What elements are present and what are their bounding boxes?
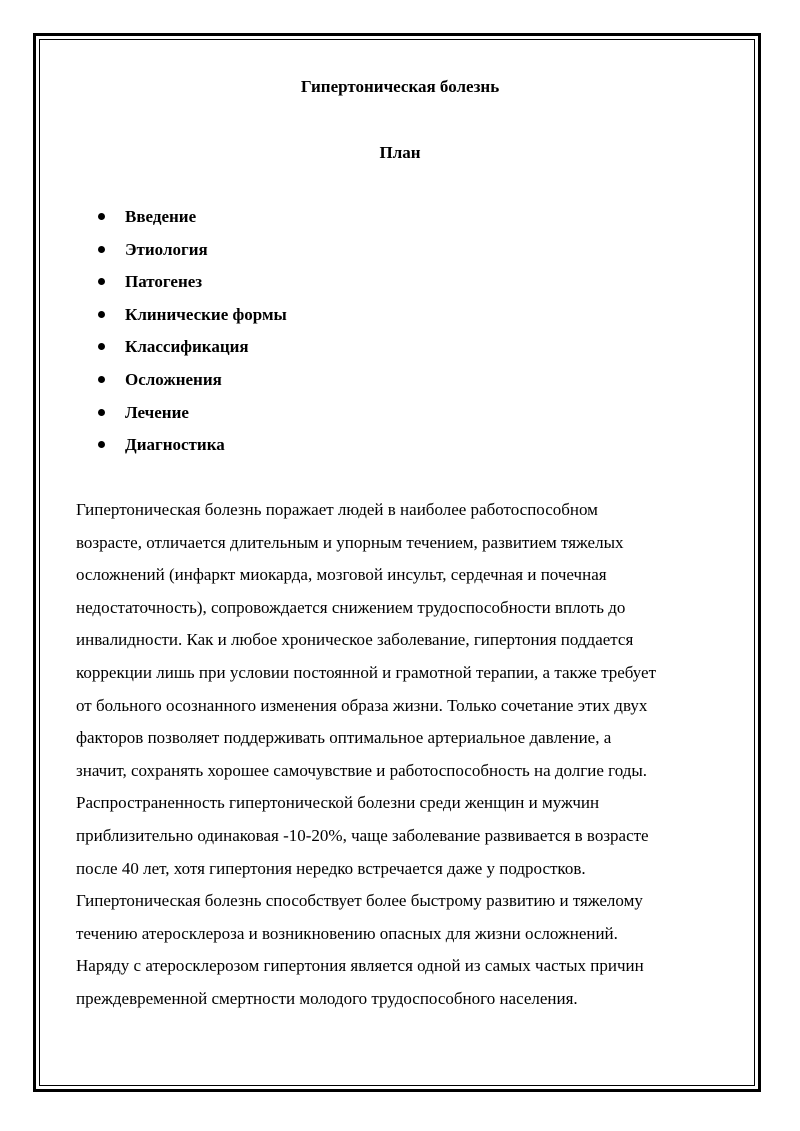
plan-item-label: Классификация — [125, 337, 249, 357]
plan-item-label: Осложнения — [125, 369, 222, 389]
bullet-icon — [98, 441, 105, 448]
bullet-icon — [98, 409, 105, 416]
paragraph-line: возрасте, отличается длительным и упорным течением, развитием тяжелых — [76, 532, 624, 552]
paragraph-line: преждевременной смертности молодого трудоспособного населения. — [76, 988, 578, 1008]
bullet-icon — [98, 343, 105, 350]
plan-item — [97, 334, 287, 367]
paragraph-line: недостаточность), сопровождается снижением трудоспособности вплоть до — [76, 597, 626, 617]
plan-item-label: Лечение — [125, 402, 189, 422]
plan-item — [97, 400, 287, 433]
bullet-icon — [98, 246, 105, 253]
plan-item — [97, 269, 287, 302]
plan-item — [97, 432, 287, 465]
paragraph-line: приблизительно одинаковая -10-20%, чаще заболевание развивается в возрасте — [76, 825, 649, 845]
bullet-icon — [98, 311, 105, 318]
plan-item-label: Клинические формы — [125, 304, 287, 324]
paragraph-line: Гипертоническая болезнь поражает людей в наиболее работоспособном — [76, 500, 598, 519]
body-paragraph — [76, 494, 736, 1016]
plan-item-label: Диагностика — [125, 435, 225, 455]
paragraph-line: коррекции лишь при условии постоянной и грамотной терапии, а также требует — [76, 662, 657, 682]
plan-item-label: Патогенез — [125, 272, 203, 292]
plan-item — [97, 204, 287, 237]
plan-heading: План — [379, 143, 421, 162]
document-title: Гипертоническая болезнь — [300, 77, 500, 96]
bullet-icon — [98, 278, 105, 285]
bullet-icon — [98, 213, 105, 220]
bullet-icon — [98, 376, 105, 383]
paragraph-line: от больного осознанного изменения образа жизни. Только сочетание этих двух — [76, 695, 648, 715]
paragraph-line: после 40 лет, хотя гипертония нередко встречается даже у подростков. — [76, 858, 586, 878]
paragraph-line: течению атеросклероза и возникновению опасных для жизни осложнений. — [76, 923, 618, 943]
paragraph-line: инвалидности. Как и любое хроническое заболевание, гипертония поддается — [76, 630, 634, 650]
plan-item — [97, 237, 287, 270]
paragraph-line: Гипертоническая болезнь способствует более быстрому развитию и тяжелому — [76, 891, 643, 911]
paragraph-line: Распространенность гипертонической болезни среди женщин и мужчин — [76, 793, 600, 813]
paragraph-line: осложнений (инфаркт миокарда, мозговой инсульт, сердечная и почечная — [76, 565, 607, 585]
plan-list — [97, 204, 287, 465]
paragraph-line: значит, сохранять хорошее самочувствие и работоспособность на долгие годы. — [76, 760, 648, 780]
paragraph-line: факторов позволяет поддерживать оптимальное артериальное давление, а — [76, 728, 612, 748]
paragraph-line: Наряду с атеросклерозом гипертония является одной из самых частых причин — [76, 956, 644, 976]
plan-item-label: Этиология — [125, 239, 208, 259]
plan-item-label: Введение — [125, 207, 197, 226]
plan-item — [97, 367, 287, 400]
plan-item — [97, 302, 287, 335]
